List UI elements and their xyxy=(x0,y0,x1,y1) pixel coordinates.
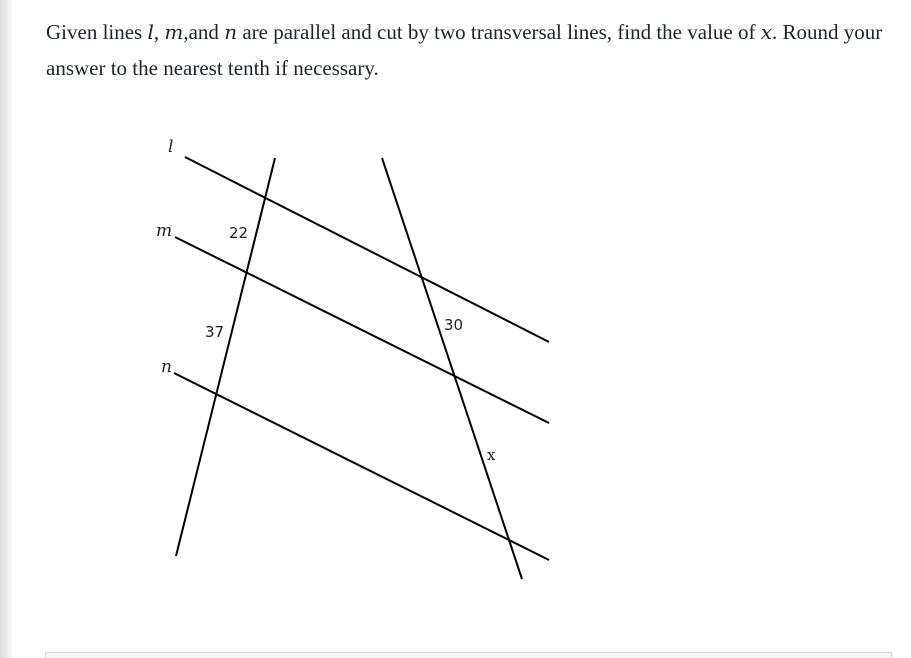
segment-label-left-lower: 37 xyxy=(205,323,225,341)
question-intro: Given lines xyxy=(46,20,148,44)
var-m: m xyxy=(164,20,184,44)
answer-panel-edge xyxy=(45,652,892,658)
parallel-line-l xyxy=(185,157,549,342)
var-l: l xyxy=(147,20,154,44)
parallel-line-m xyxy=(175,237,549,423)
question-sep-1: , xyxy=(153,20,165,44)
transversal-right xyxy=(382,158,522,579)
question-middle: are parallel and cut by two transversal lines, find the value of xyxy=(237,20,761,44)
segment-label-right-lower: x xyxy=(487,446,496,464)
var-n: n xyxy=(224,20,238,44)
var-x: x xyxy=(760,20,773,44)
segment-label-left-upper: 22 xyxy=(229,224,249,242)
line-label-l: l xyxy=(168,137,174,157)
question-ending: . Round your answer to the nearest tenth if necessary. xyxy=(46,20,883,80)
question-sep-2: ,and xyxy=(183,20,225,44)
line-label-m: m xyxy=(156,221,173,241)
parallel-line-n xyxy=(174,373,549,560)
transversal-left xyxy=(176,158,275,556)
line-label-n: n xyxy=(161,357,172,377)
segment-label-right-upper: 30 xyxy=(444,316,464,334)
